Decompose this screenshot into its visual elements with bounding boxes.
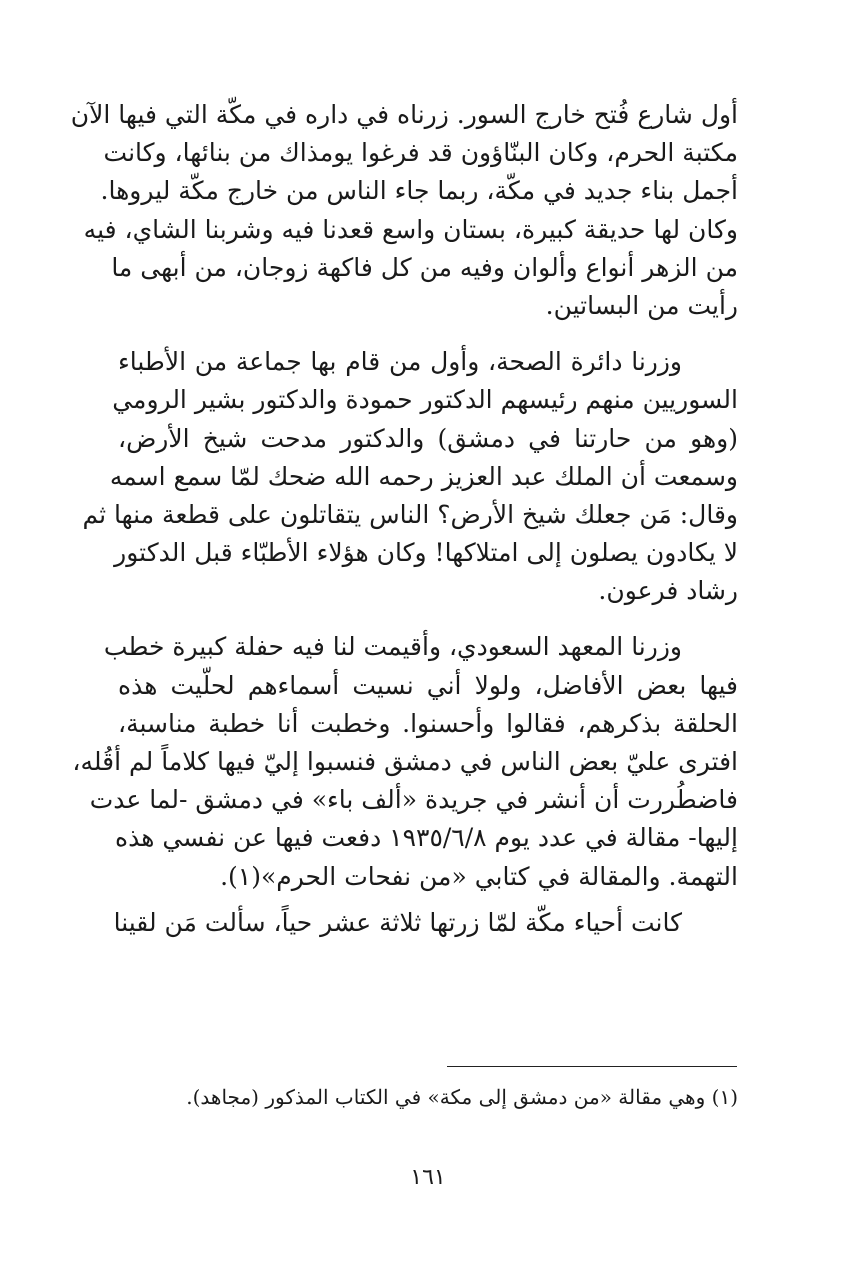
footnote-divider xyxy=(447,1066,737,1067)
text-line: فاضطُررت أن أنشر في جريدة «ألف باء» في دمشق -لما عدت xyxy=(89,785,738,815)
text-line: كانت أحياء مكّة لمّا زرتها ثلاثة عشر حياً، سألت مَن لقينا xyxy=(113,907,682,937)
text-line: أجمل بناء جديد في مكّة، ربما جاء الناس من خارج مكّة ليروها. xyxy=(100,176,738,206)
text-line: أول شارع فُتح خارج السور. زرناه في داره في مكّة التي فيها الآن xyxy=(70,100,738,129)
text-line: الحلقة بذكرهم، فقالوا وأحسنوا. وخطبت أنا خطبة مناسبة، xyxy=(118,708,738,738)
page-body xyxy=(70,96,738,942)
paragraph xyxy=(113,904,738,942)
paragraph xyxy=(82,343,738,610)
text-line: السوريين منهم رئيسهم الدكتور حمودة والدكتور بشير الرومي xyxy=(112,385,738,415)
paragraph xyxy=(70,96,738,325)
text-line: وكان لها حديقة كبيرة، بستان واسع قعدنا فيه وشربنا الشاي، فيه xyxy=(83,214,738,244)
text-line: وقال: مَن جعلك شيخ الأرض؟ الناس يتقاتلون على قطعة منها ثم xyxy=(82,499,738,529)
text-line: رشاد فرعون. xyxy=(598,576,738,606)
text-line: من الزهر أنواع وألوان وفيه من كل فاكهة زوجان، من أبهى ما xyxy=(111,252,738,282)
text-line: إليها- مقالة في عدد يوم ١٩٣٥/٦/٨ دفعت فيها عن نفسي هذه xyxy=(114,823,738,853)
text-line: وزرنا دائرة الصحة، وأول من قام بها جماعة من الأطباء xyxy=(118,347,682,377)
footnote: (١) وهي مقالة «من دمشق إلى مكة» في الكتاب المذكور (مجاهد). xyxy=(186,1085,738,1109)
text-line: التهمة. والمقالة في كتابي «من نفحات الحرم»(١). xyxy=(220,861,738,891)
text-line: فيها بعض الأفاضل، ولولا أني نسيت أسماءهم لحلّيت هذه xyxy=(118,670,738,700)
text-line: وسمعت أن الملك عبد العزيز رحمه الله ضحك لمّا سمع اسمه xyxy=(109,461,738,491)
paragraph xyxy=(72,628,738,895)
text-line: رأيت من البساتين. xyxy=(545,290,738,320)
text-line: (وهو من حارتنا في دمشق) والدكتور مدحت شيخ الأرض، xyxy=(118,423,738,453)
page-number: ١٦١ xyxy=(410,1165,446,1190)
text-line: افترى عليّ بعض الناس في دمشق فنسبوا إليّ فيها كلاماً لم أقُله، xyxy=(72,747,738,776)
text-line: وزرنا المعهد السعودي، وأقيمت لنا فيه حفلة كبيرة خطب xyxy=(103,632,682,662)
text-line: مكتبة الحرم، وكان البنّاؤون قد فرغوا يومذاك من بنائها، وكانت xyxy=(103,138,738,168)
text-line: لا يكادون يصلون إلى امتلاكها! وكان هؤلاء الأطبّاء قبل الدكتور xyxy=(114,538,738,568)
